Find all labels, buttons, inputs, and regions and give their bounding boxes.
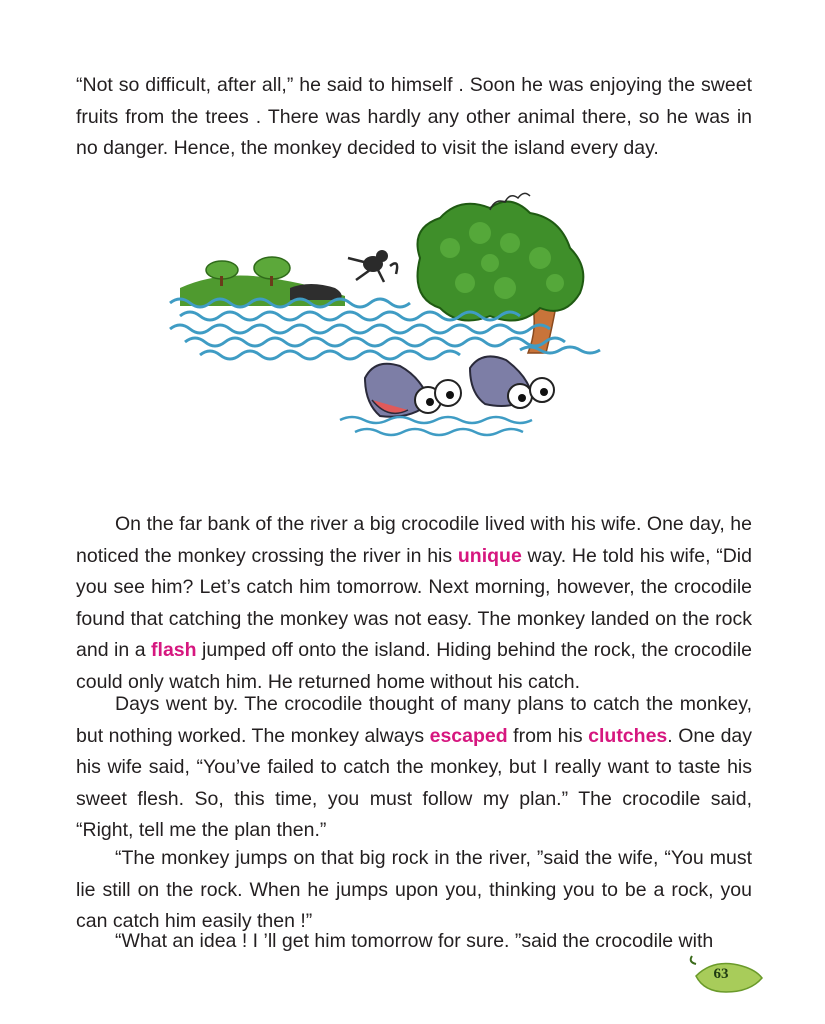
river-illustration bbox=[160, 188, 615, 468]
paragraph-2-text-c: jumped off onto the island. Hiding behind the rock, the crocodile could only watch him. He returned home without his catch. bbox=[76, 639, 752, 693]
page-number: 63 bbox=[713, 966, 729, 982]
paragraph-2 bbox=[76, 509, 752, 699]
paragraph-3 bbox=[76, 689, 752, 847]
paragraph-1-text: “Not so difficult, after all,” he said to himself . Soon he was enjoying the sweet fruits from the trees . There was hardly any other animal there, so he was in no danger. Hence, the monkey decided to visit the island every day. bbox=[76, 74, 752, 160]
paragraph-2-text-a: On the far bank of the river a big crocodile lived with his wife. One day, he noticed the monkey crossing the river in his bbox=[76, 513, 752, 567]
highlight-word-flash: flash bbox=[151, 639, 197, 662]
paragraph-4 bbox=[76, 843, 752, 938]
paragraph-5-text: “What an idea ! I ’ll get him tomorrow for sure. ”said the crocodile with bbox=[115, 930, 714, 952]
highlight-word-unique: unique bbox=[457, 544, 522, 567]
paragraph-3-text-b: from his bbox=[507, 724, 589, 747]
crocodiles bbox=[340, 356, 554, 435]
highlight-word-clutches: clutches bbox=[588, 724, 668, 747]
monkey-figure bbox=[348, 250, 397, 282]
paragraph-1 bbox=[76, 70, 752, 165]
paragraph-4-text: “The monkey jumps on that big rock in the river, ”said the wife, “You must lie still on the rock. When he jumps upon you, thinking you to be a rock, you can catch him easily then !” bbox=[76, 847, 752, 933]
tree bbox=[418, 193, 584, 353]
paragraph-2-text-b: way. He told his wife, “Did you see him? Let’s catch him tomorrow. Next morning, however, the crocodile found that catching the monkey was not easy. The monkey landed on the rock and in a bbox=[76, 544, 752, 662]
paragraph-3-text-c: . One day his wife said, “You’ve failed to catch the monkey, but I really want to taste his sweet flesh. So, this time, you must follow my plan.” The crocodile said, “Right, tell me the plan then.” bbox=[76, 724, 753, 842]
paragraph-3-text-a: Days went by. The crocodile thought of many plans to catch the monkey, but nothing worked. The monkey always bbox=[76, 693, 752, 747]
highlight-word-escaped: escaped bbox=[429, 724, 508, 747]
paragraph-5 bbox=[76, 926, 752, 958]
